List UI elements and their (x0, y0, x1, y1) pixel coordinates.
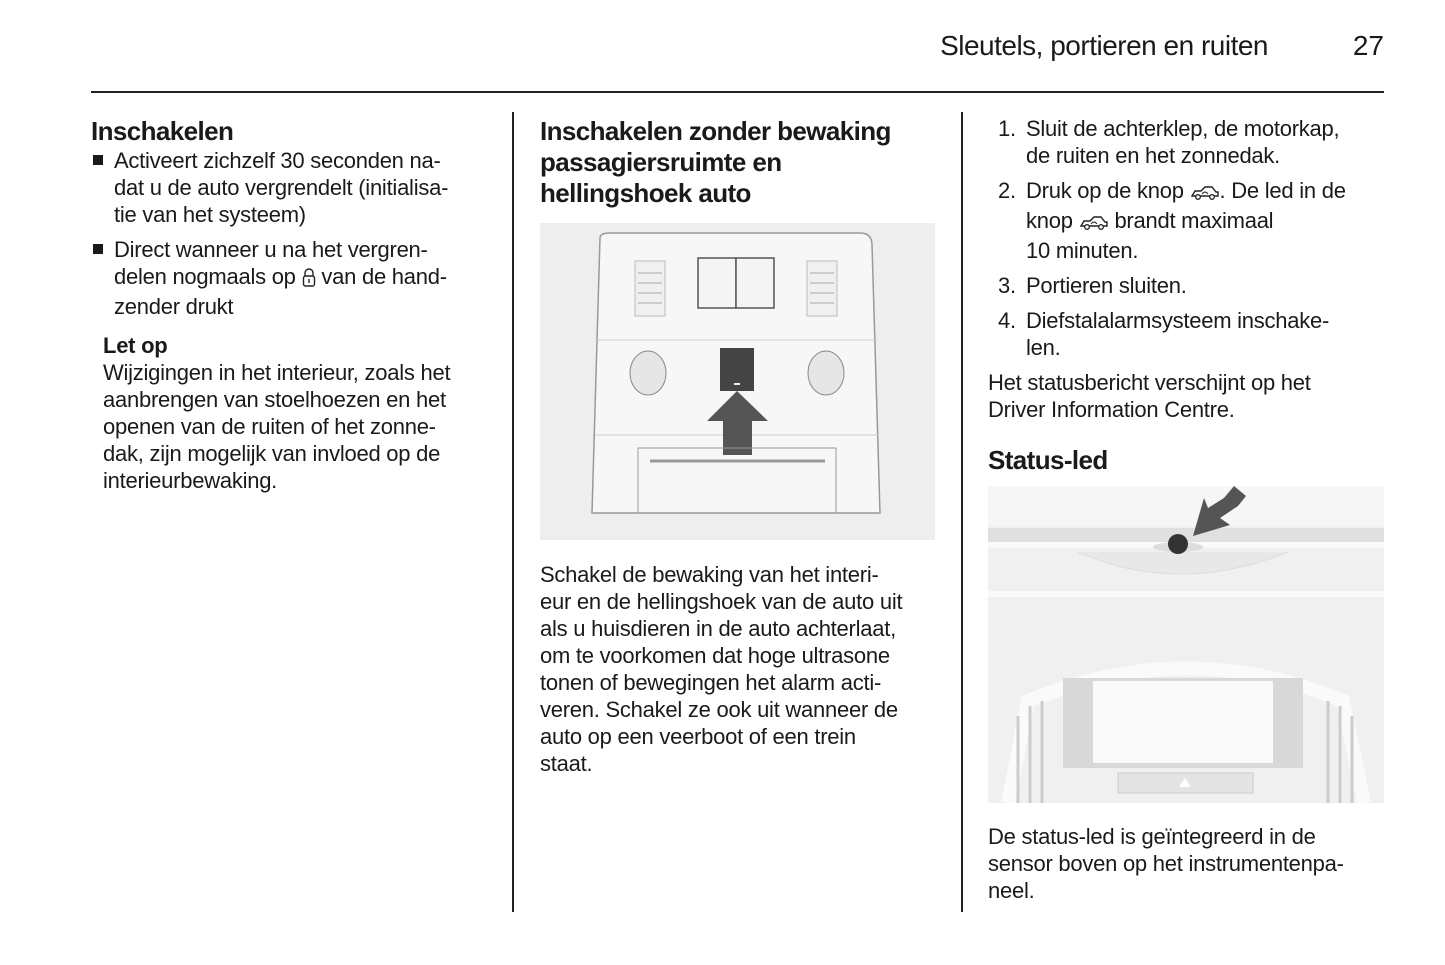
text-line: Diefstalalarmsysteem inschake- (1026, 308, 1330, 333)
text-line: sensor boven op het instrumentenpa- (988, 851, 1344, 876)
text: delen nogmaals op (114, 264, 302, 289)
text-line (1026, 177, 1388, 207)
header-rule (91, 91, 1384, 93)
text-line: De status-led is geïntegreerd in de (988, 824, 1316, 849)
text-line: Driver Information Centre. (988, 397, 1235, 422)
step-number: 1. (998, 116, 1016, 141)
note-block (91, 332, 491, 494)
step-item (988, 307, 1388, 361)
text-line (114, 263, 491, 293)
section-heading: hellingshoek auto (540, 178, 751, 208)
bullet-item (91, 147, 491, 228)
car-alarm-icon (1079, 210, 1109, 237)
car-alarm-icon (1190, 180, 1220, 207)
column-1 (91, 116, 491, 494)
step-item (988, 115, 1388, 169)
text-line: tonen of bewegingen het alarm acti- (540, 670, 882, 695)
text-line: Sluit de achterklep, de motorkap, (1026, 116, 1340, 141)
column-divider (512, 112, 514, 912)
text-line: Schakel de bewaking van het interi- (540, 562, 879, 587)
text-line: eur en de hellingshoek van de auto uit (540, 589, 903, 614)
column-divider (961, 112, 963, 912)
section-heading: passagiersruimte en (540, 147, 782, 177)
text: Druk op de knop (1026, 178, 1190, 203)
text-line (1026, 207, 1388, 237)
section-heading: Inschakelen zonder bewaking (540, 116, 891, 146)
section-heading: Status-led (988, 445, 1108, 475)
text-line: staat. (540, 751, 593, 776)
text-line: zender drukt (114, 294, 234, 319)
lock-icon (302, 266, 316, 293)
text-line: interieurbewaking. (103, 468, 278, 493)
page-header-title: Sleutels, portieren en ruiten (940, 30, 1268, 61)
note-title: Let op (103, 333, 168, 358)
text-line: aanbrengen van stoelhoezen en het (103, 387, 446, 412)
step-number: 2. (998, 178, 1016, 203)
column-2-body (540, 561, 940, 777)
step-number: 4. (998, 308, 1016, 333)
text-line: dak, zijn mogelijk van invloed op de (103, 441, 441, 466)
text-line: len. (1026, 335, 1061, 360)
step-item (988, 272, 1388, 299)
text-line: Direct wanneer u na het vergren- (114, 237, 428, 262)
text-line: neel. (988, 878, 1035, 903)
text-line: openen van de ruiten of het zonne- (103, 414, 436, 439)
column-3-body (988, 823, 1388, 904)
text-line: als u huisdieren in de auto achterlaat, (540, 616, 896, 641)
text-line: veren. Schakel ze ook uit wanneer de (540, 697, 898, 722)
text-line: Het statusbericht verschijnt op het (988, 370, 1311, 395)
bullet-item (91, 236, 491, 320)
column-2 (540, 116, 940, 209)
text-line: dat u de auto vergrendelt (initialisa- (114, 175, 449, 200)
section-heading: Inschakelen (91, 116, 234, 146)
text-line: om te voorkomen dat hoge ultrasone (540, 643, 890, 668)
dashboard-status-led-illustration (988, 486, 1384, 803)
overhead-console-illustration (540, 223, 935, 540)
step-number: 3. (998, 273, 1016, 298)
text-line: Portieren sluiten. (1026, 273, 1187, 298)
text-line: Activeert zichzelf 30 seconden na- (114, 148, 441, 173)
text-line: de ruiten en het zonnedak. (1026, 143, 1281, 168)
page-number: 27 (1352, 30, 1384, 61)
column-3 (988, 115, 1388, 476)
text: . De led in de (1219, 178, 1346, 203)
step-item (988, 177, 1388, 264)
text: brandt maximaal (1108, 208, 1274, 233)
text: van de hand- (315, 264, 447, 289)
text-line: 10 minuten. (1026, 238, 1139, 263)
text: knop (1026, 208, 1079, 233)
text-line: auto op een veerboot of een trein (540, 724, 856, 749)
text-line: Wijzigingen in het interieur, zoals het (103, 360, 451, 385)
text-line: tie van het systeem) (114, 202, 306, 227)
